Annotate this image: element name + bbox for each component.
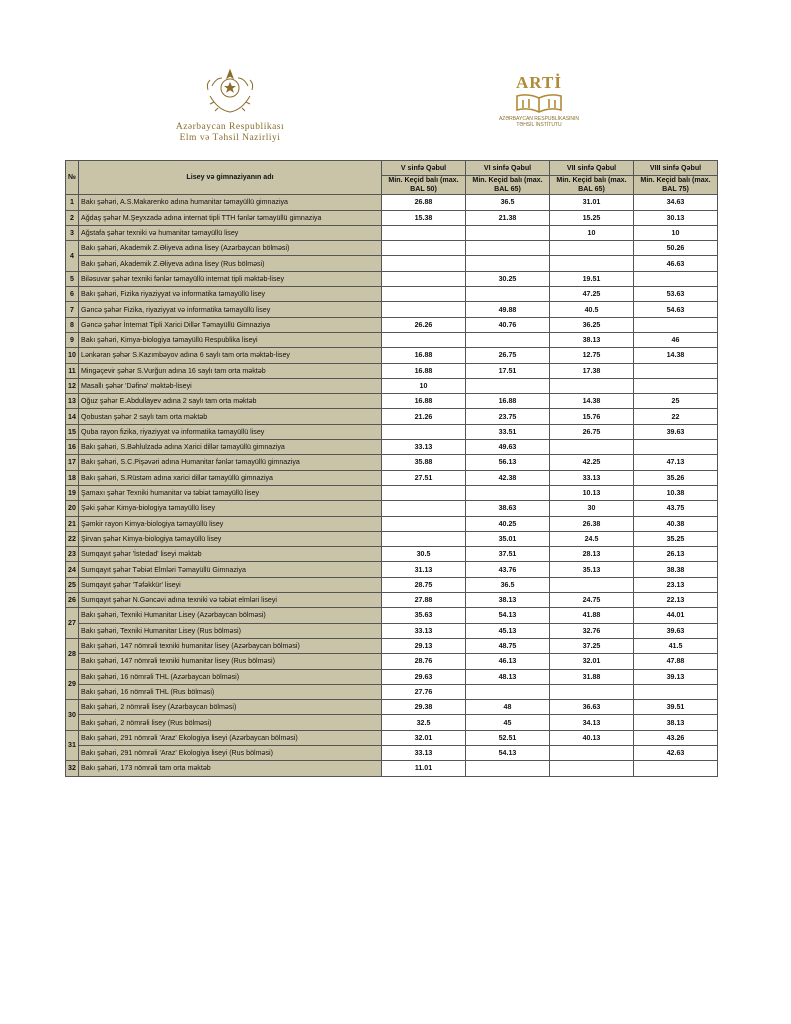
grade-8-score-cell: 23.13 [634, 577, 718, 592]
row-number: 8 [66, 317, 79, 332]
grade-5-score-cell: 10 [382, 378, 466, 393]
grade-5-score-cell: 29.13 [382, 638, 466, 653]
table-row [66, 394, 718, 409]
grade-7-score-cell: 35.13 [550, 562, 634, 577]
table-row [66, 470, 718, 485]
school-name-cell: Bakı şəhəri, 291 nömrəli 'Araz' Ekologiya liseyi (Rus bölməsi) [79, 745, 382, 760]
table-row [66, 577, 718, 592]
grade-7-score-cell: 38.13 [550, 332, 634, 347]
row-number: 18 [66, 470, 79, 485]
institute-name-line1: AZƏRBAYCAN RESPUBLİKASININ [498, 116, 580, 122]
school-name-cell: Ağdaş şəhər M.Şeyxzadə adına internat tipli TTH fənlər təmayüllü gimnaziya [79, 210, 382, 225]
grade-6-score-cell [466, 485, 550, 500]
school-name-cell: Biləsuvar şəhər texniki fənlər təmayüllü internat tipli məktəb-lisey [79, 271, 382, 286]
table-row [66, 730, 718, 745]
grade-5-score-cell: 31.13 [382, 562, 466, 577]
subheader-grade-5-min-score: Min. Keçid balı (max. BAL 50) [382, 176, 466, 195]
grade-7-score-cell [550, 378, 634, 393]
table-row [66, 531, 718, 546]
row-number: 23 [66, 547, 79, 562]
row-number: 9 [66, 332, 79, 347]
grade-8-score-cell: 39.51 [634, 700, 718, 715]
grade-8-score-cell: 10.38 [634, 485, 718, 500]
table-header [66, 161, 718, 195]
grade-7-score-cell: 10 [550, 225, 634, 240]
school-name-cell: Bakı şəhəri, 147 nömrəli texniki humanitar lisey (Azərbaycan bölməsi) [79, 638, 382, 653]
grade-8-score-cell: 54.63 [634, 302, 718, 317]
grade-5-score-cell [382, 485, 466, 500]
grade-8-score-cell [634, 761, 718, 776]
grade-7-score-cell: 12.75 [550, 348, 634, 363]
table-row [66, 210, 718, 225]
grade-5-score-cell: 26.88 [382, 195, 466, 210]
grade-6-score-cell: 33.51 [466, 424, 550, 439]
grade-7-score-cell [550, 684, 634, 699]
grade-7-score-cell [550, 241, 634, 256]
grade-8-score-cell [634, 440, 718, 455]
grade-5-score-cell: 33.13 [382, 623, 466, 638]
grade-6-score-cell: 16.88 [466, 394, 550, 409]
table-row [66, 225, 718, 240]
grade-8-score-cell [634, 684, 718, 699]
grade-6-score-cell: 36.5 [466, 195, 550, 210]
grade-8-score-cell: 38.13 [634, 715, 718, 730]
row-number: 26 [66, 593, 79, 608]
grade-5-score-cell: 26.26 [382, 317, 466, 332]
school-name-cell: Sumqayıt şəhər Təbiət Elmləri Təmayüllü Gimnaziya [79, 562, 382, 577]
grade-6-score-cell: 43.76 [466, 562, 550, 577]
grade-5-score-cell [382, 241, 466, 256]
grade-8-score-cell: 46.63 [634, 256, 718, 271]
ministry-emblem-icon [202, 66, 258, 118]
table-row [66, 348, 718, 363]
school-name-cell: Mingəçevir şəhər S.Vurğun adına 16 saylı tam orta məktəb [79, 363, 382, 378]
grade-7-score-cell: 24.5 [550, 531, 634, 546]
school-name-cell: Sumqayıt şəhər 'Təfəkkür' liseyi [79, 577, 382, 592]
row-number: 7 [66, 302, 79, 317]
table-row [66, 363, 718, 378]
table-row [66, 501, 718, 516]
grade-8-score-cell: 35.26 [634, 470, 718, 485]
table-row [66, 700, 718, 715]
row-number: 29 [66, 669, 79, 700]
grade-7-score-cell: 30 [550, 501, 634, 516]
grade-6-score-cell: 49.63 [466, 440, 550, 455]
grade-7-score-cell: 36.63 [550, 700, 634, 715]
table-row [66, 654, 718, 669]
grade-6-score-cell: 40.25 [466, 516, 550, 531]
grade-6-score-cell: 37.51 [466, 547, 550, 562]
grade-5-score-cell: 16.88 [382, 363, 466, 378]
grade-5-score-cell [382, 302, 466, 317]
row-number: 4 [66, 241, 79, 272]
table-row [66, 440, 718, 455]
grade-7-score-cell [550, 440, 634, 455]
row-number: 30 [66, 700, 79, 731]
grade-6-score-cell: 48.13 [466, 669, 550, 684]
row-number: 21 [66, 516, 79, 531]
school-name-cell: Gəncə şəhər Fizika, riyaziyyat və informatika təmayüllü lisey [79, 302, 382, 317]
table-row [66, 684, 718, 699]
school-name-cell: Şirvan şəhər Kimya-biologiya təmayüllü lisey [79, 531, 382, 546]
row-number: 14 [66, 409, 79, 424]
grade-5-score-cell [382, 531, 466, 546]
table-row [66, 287, 718, 302]
grade-6-score-cell [466, 241, 550, 256]
table-row [66, 485, 718, 500]
school-name-cell: Quba rayon fizika, riyaziyyat və informatika təmayüllü lisey [79, 424, 382, 439]
grade-5-score-cell: 30.5 [382, 547, 466, 562]
grade-5-score-cell [382, 256, 466, 271]
grade-5-score-cell: 28.76 [382, 654, 466, 669]
grade-6-score-cell: 38.63 [466, 501, 550, 516]
table-row [66, 638, 718, 653]
grade-8-score-cell [634, 271, 718, 286]
ministry-name-line2: Elm və Təhsil Nazirliyi [179, 133, 281, 143]
grade-6-score-cell: 42.38 [466, 470, 550, 485]
row-number: 1 [66, 195, 79, 210]
school-name-cell: Şəmkir rayon Kimya-biologiya təmayüllü lisey [79, 516, 382, 531]
grade-6-score-cell: 48.75 [466, 638, 550, 653]
column-header-grade-5: V sinfə Qəbul [382, 161, 466, 176]
grade-8-score-cell: 22 [634, 409, 718, 424]
grade-6-score-cell [466, 761, 550, 776]
grade-7-score-cell: 17.38 [550, 363, 634, 378]
school-name-cell: Bakı şəhəri, 2 nömrəli lisey (Azərbaycan bölməsi) [79, 700, 382, 715]
school-name-cell: Bakı şəhəri, 16 nömrəli THL (Azərbaycan bölməsi) [79, 669, 382, 684]
grade-6-score-cell: 49.88 [466, 302, 550, 317]
ministry-name-line1: Azərbaycan Respublikası [175, 122, 285, 132]
grade-8-score-cell: 22.13 [634, 593, 718, 608]
table-row [66, 623, 718, 638]
table-row [66, 424, 718, 439]
grade-7-score-cell: 31.88 [550, 669, 634, 684]
grade-8-score-cell: 14.38 [634, 348, 718, 363]
grade-5-score-cell: 32.5 [382, 715, 466, 730]
table-row [66, 608, 718, 623]
grade-6-score-cell: 45.13 [466, 623, 550, 638]
grade-5-score-cell: 29.63 [382, 669, 466, 684]
grade-6-score-cell: 46.13 [466, 654, 550, 669]
column-header-number: № [66, 161, 79, 195]
grade-5-score-cell: 29.38 [382, 700, 466, 715]
grade-8-score-cell: 47.13 [634, 455, 718, 470]
school-name-cell: Bakı şəhəri, Akademik Z.Əliyeva adına lisey (Azərbaycan bölməsi) [79, 241, 382, 256]
row-number: 5 [66, 271, 79, 286]
grade-6-score-cell [466, 287, 550, 302]
grade-7-score-cell: 32.01 [550, 654, 634, 669]
school-name-cell: Bakı şəhəri, Fizika riyaziyyat və informatika təmayüllü lisey [79, 287, 382, 302]
table-row [66, 271, 718, 286]
table-row [66, 195, 718, 210]
table-row [66, 669, 718, 684]
grade-7-score-cell [550, 577, 634, 592]
institute-name-line2: TƏHSİL İNSTİTUTU [516, 122, 562, 128]
school-name-cell: Bakı şəhəri, S.C.Pişəvəri adına Humanitar fənlər təmayüllü gimnaziya [79, 455, 382, 470]
grade-8-score-cell: 25 [634, 394, 718, 409]
grade-6-score-cell: 52.51 [466, 730, 550, 745]
school-name-cell: Oğuz şəhər E.Abdullayev adına 2 saylı tam orta məktəb [79, 394, 382, 409]
grade-8-score-cell: 39.63 [634, 623, 718, 638]
row-number: 32 [66, 761, 79, 776]
row-number: 3 [66, 225, 79, 240]
table-row [66, 761, 718, 776]
admission-results-table [65, 160, 718, 777]
grade-7-score-cell: 15.25 [550, 210, 634, 225]
school-name-cell: Gəncə şəhər İnternat Tipli Xarici Dillər Təmayüllü Gimnaziya [79, 317, 382, 332]
table-body [66, 195, 718, 776]
grade-7-score-cell [550, 761, 634, 776]
grade-8-score-cell: 53.63 [634, 287, 718, 302]
row-number: 31 [66, 730, 79, 761]
row-number: 22 [66, 531, 79, 546]
grade-5-score-cell: 15.38 [382, 210, 466, 225]
grade-6-score-cell: 30.25 [466, 271, 550, 286]
school-name-cell: Bakı şəhəri, Texniki Humanitar Lisey (Azərbaycan bölməsi) [79, 608, 382, 623]
grade-6-score-cell: 54.13 [466, 608, 550, 623]
school-name-cell: Bakı şəhəri, S.Rüstəm adına xarici dillər təmayüllü gimnaziya [79, 470, 382, 485]
column-header-school-name: Lisey və gimnaziyanın adı [79, 161, 382, 195]
grade-7-score-cell: 10.13 [550, 485, 634, 500]
grade-5-score-cell: 21.26 [382, 409, 466, 424]
grade-5-score-cell [382, 271, 466, 286]
grade-6-score-cell: 35.01 [466, 531, 550, 546]
table-row [66, 745, 718, 760]
grade-7-score-cell: 33.13 [550, 470, 634, 485]
grade-8-score-cell: 38.38 [634, 562, 718, 577]
grade-6-score-cell [466, 225, 550, 240]
grade-6-score-cell: 48 [466, 700, 550, 715]
grade-7-score-cell: 32.76 [550, 623, 634, 638]
table-row [66, 378, 718, 393]
grade-6-score-cell: 36.5 [466, 577, 550, 592]
grade-8-score-cell: 44.01 [634, 608, 718, 623]
grade-7-score-cell: 14.38 [550, 394, 634, 409]
grade-5-score-cell [382, 501, 466, 516]
grade-8-score-cell: 43.75 [634, 501, 718, 516]
row-number: 11 [66, 363, 79, 378]
row-number: 15 [66, 424, 79, 439]
grade-8-score-cell: 47.88 [634, 654, 718, 669]
school-name-cell: Lənkəran şəhər S.Kazımbəyov adına 6 saylı tam orta məktəb-lisey [79, 348, 382, 363]
grade-6-score-cell [466, 332, 550, 347]
table-row [66, 455, 718, 470]
grade-6-score-cell: 54.13 [466, 745, 550, 760]
table-row [66, 256, 718, 271]
school-name-cell: Bakı şəhəri, Texniki Humanitar Lisey (Rus bölməsi) [79, 623, 382, 638]
column-header-grade-8: VIII sinfə Qəbul [634, 161, 718, 176]
grade-8-score-cell: 46 [634, 332, 718, 347]
school-name-cell: Masallı şəhər 'Dəfinə' məktəb-liseyi [79, 378, 382, 393]
grade-5-score-cell: 27.76 [382, 684, 466, 699]
school-name-cell: Bakı şəhəri, Akademik Z.Əliyeva adına lisey (Rus bölməsi) [79, 256, 382, 271]
row-number: 28 [66, 638, 79, 669]
school-name-cell: Sumqayıt şəhər 'İstedad' liseyi məktəb [79, 547, 382, 562]
grade-5-score-cell: 28.75 [382, 577, 466, 592]
table-row [66, 715, 718, 730]
grade-5-score-cell: 16.88 [382, 348, 466, 363]
table-row [66, 302, 718, 317]
row-number: 24 [66, 562, 79, 577]
grade-8-score-cell: 50.26 [634, 241, 718, 256]
school-name-cell: Sumqayıt şəhər N.Gəncəvi adına texniki və təbiət elmləri liseyi [79, 593, 382, 608]
grade-8-score-cell [634, 378, 718, 393]
grade-7-score-cell: 37.25 [550, 638, 634, 653]
table-row [66, 593, 718, 608]
grade-7-score-cell: 41.88 [550, 608, 634, 623]
grade-8-score-cell [634, 363, 718, 378]
row-number: 19 [66, 485, 79, 500]
grade-7-score-cell [550, 745, 634, 760]
grade-5-score-cell [382, 516, 466, 531]
grade-6-score-cell: 23.75 [466, 409, 550, 424]
table-row [66, 332, 718, 347]
grade-5-score-cell: 27.51 [382, 470, 466, 485]
grade-8-score-cell: 43.26 [634, 730, 718, 745]
grade-7-score-cell: 42.25 [550, 455, 634, 470]
grade-8-score-cell: 39.63 [634, 424, 718, 439]
row-number: 2 [66, 210, 79, 225]
grade-8-score-cell [634, 317, 718, 332]
grade-5-score-cell: 27.88 [382, 593, 466, 608]
row-number: 25 [66, 577, 79, 592]
row-number: 27 [66, 608, 79, 639]
subheader-grade-8-min-score: Min. Keçid balı (max. BAL 75) [634, 176, 718, 195]
institute-brand: ARTİ [516, 73, 562, 92]
grade-5-score-cell: 35.63 [382, 608, 466, 623]
grade-6-score-cell: 17.51 [466, 363, 550, 378]
grade-6-score-cell [466, 684, 550, 699]
grade-7-score-cell: 40.5 [550, 302, 634, 317]
table-row [66, 547, 718, 562]
table-row [66, 516, 718, 531]
school-name-cell: Qobustan şəhər 2 saylı tam orta məktəb [79, 409, 382, 424]
grade-7-score-cell [550, 256, 634, 271]
book-icon [509, 92, 569, 116]
column-header-grade-7: VII sinfə Qəbul [550, 161, 634, 176]
grade-5-score-cell: 33.13 [382, 745, 466, 760]
institute-logo [478, 74, 600, 128]
school-name-cell: Bakı şəhəri, 173 nömrəli tam orta məktəb [79, 761, 382, 776]
school-name-cell: Ağstafa şəhər texniki və humanitar təmayüllü lisey [79, 225, 382, 240]
grade-6-score-cell: 40.76 [466, 317, 550, 332]
grade-5-score-cell: 35.88 [382, 455, 466, 470]
grade-5-score-cell [382, 287, 466, 302]
grade-5-score-cell [382, 332, 466, 347]
ministry-logo [160, 66, 300, 144]
table-row [66, 562, 718, 577]
school-name-cell: Bakı şəhəri, 16 nömrəli THL (Rus bölməsi) [79, 684, 382, 699]
grade-8-score-cell: 10 [634, 225, 718, 240]
row-number: 17 [66, 455, 79, 470]
school-name-cell: Bakı şəhəri, 291 nömrəli 'Araz' Ekologiya liseyi (Azərbaycan bölməsi) [79, 730, 382, 745]
grade-6-score-cell [466, 256, 550, 271]
school-name-cell: Bakı şəhəri, A.S.Makarenko adına humanitar təmayüllü gimnaziya [79, 195, 382, 210]
school-name-cell: Bakı şəhəri, 2 nömrəli lisey (Rus bölməsi) [79, 715, 382, 730]
grade-6-score-cell [466, 378, 550, 393]
grade-5-score-cell: 16.88 [382, 394, 466, 409]
grade-7-score-cell: 28.13 [550, 547, 634, 562]
grade-7-score-cell: 26.38 [550, 516, 634, 531]
grade-7-score-cell: 19.51 [550, 271, 634, 286]
grade-5-score-cell: 32.01 [382, 730, 466, 745]
grade-7-score-cell: 40.13 [550, 730, 634, 745]
grade-6-score-cell: 21.38 [466, 210, 550, 225]
table-row [66, 409, 718, 424]
grade-8-score-cell: 26.13 [634, 547, 718, 562]
row-number: 16 [66, 440, 79, 455]
grade-7-score-cell: 47.25 [550, 287, 634, 302]
grade-6-score-cell: 26.75 [466, 348, 550, 363]
grade-7-score-cell: 15.76 [550, 409, 634, 424]
school-name-cell: Şamaxı şəhər Texniki humanitar və təbiət təmayüllü lisey [79, 485, 382, 500]
table-row [66, 241, 718, 256]
table-row [66, 317, 718, 332]
grade-8-score-cell: 35.25 [634, 531, 718, 546]
school-name-cell: Bakı şəhəri, S.Bəhlulzadə adına Xarici dillər təmayüllü gimnaziya [79, 440, 382, 455]
grade-7-score-cell: 24.75 [550, 593, 634, 608]
row-number: 20 [66, 501, 79, 516]
row-number: 13 [66, 394, 79, 409]
grade-7-score-cell: 36.25 [550, 317, 634, 332]
row-number: 10 [66, 348, 79, 363]
grade-6-score-cell: 38.13 [466, 593, 550, 608]
grade-7-score-cell: 31.01 [550, 195, 634, 210]
grade-6-score-cell: 56.13 [466, 455, 550, 470]
school-name-cell: Bakı şəhəri, Kimya-biologiya təmayüllü Respublika liseyi [79, 332, 382, 347]
subheader-grade-7-min-score: Min. Keçid balı (max. BAL 65) [550, 176, 634, 195]
grade-7-score-cell: 26.75 [550, 424, 634, 439]
grade-7-score-cell: 34.13 [550, 715, 634, 730]
grade-8-score-cell: 41.5 [634, 638, 718, 653]
grade-8-score-cell: 34.63 [634, 195, 718, 210]
school-name-cell: Şəki şəhər Kimya-biologiya təmayüllü lisey [79, 501, 382, 516]
grade-8-score-cell: 40.38 [634, 516, 718, 531]
grade-8-score-cell: 30.13 [634, 210, 718, 225]
grade-8-score-cell: 42.63 [634, 745, 718, 760]
subheader-grade-6-min-score: Min. Keçid balı (max. BAL 65) [466, 176, 550, 195]
row-number: 12 [66, 378, 79, 393]
grade-5-score-cell: 33.13 [382, 440, 466, 455]
grade-5-score-cell [382, 225, 466, 240]
row-number: 6 [66, 287, 79, 302]
school-name-cell: Bakı şəhəri, 147 nömrəli texniki humanitar lisey (Rus bölməsi) [79, 654, 382, 669]
grade-5-score-cell [382, 424, 466, 439]
grade-8-score-cell: 39.13 [634, 669, 718, 684]
column-header-grade-6: VI sinfə Qəbul [466, 161, 550, 176]
grade-6-score-cell: 45 [466, 715, 550, 730]
grade-5-score-cell: 11.01 [382, 761, 466, 776]
